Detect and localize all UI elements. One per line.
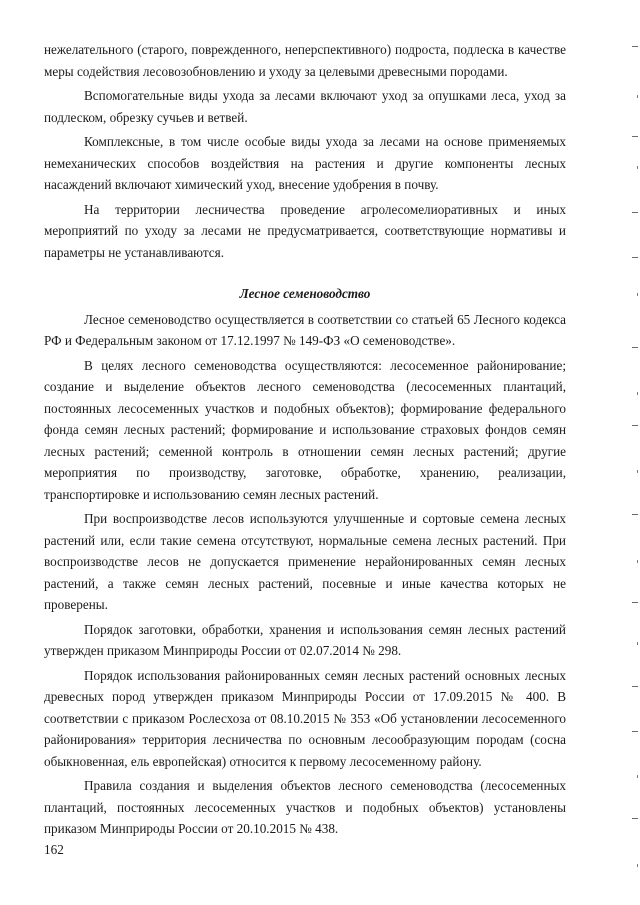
paragraph-continued: нежелательного (старого, поврежденного, неперспективного) подроста, подлеска в качестве меры содействия лесовозобновлению и уходу за целевыми древесными породами. [44,42,566,79]
section-heading: Лесное семеноводство [239,286,371,301]
document-body [44,39,566,840]
paragraph: Комплексные, в том числе особые виды ухода за лесами на основе применяемых немеханических способов воздействия на растения и другие компоненты лесных насаждений включают химический уход, внесение удобрения в почву. [44,134,566,192]
paragraph: На территории лесничества проведение агролесомелиоративных и иных мероприятий по уходу за лесами не предусматривается, соответствующие нормативы и параметры не устанавливаются. [44,201,566,260]
paragraph: Вспомогательные виды ухода за лесами включают уход за опушками леса, уход за подлеском, обрезку сучьев и ветвей. [44,88,566,125]
paragraph: При воспроизводстве лесов используются улучшенные и сортовые семена лесных растений или, если такие семена отсутствуют, нормальные семена лесных растений. При воспроизводстве лесов не допускается применение нерайонированных семян лесных растений, а также семян лесных растений, посевные и иные качества которых не проверены. [44,511,566,612]
scan-edge-marks [622,0,640,905]
paragraph: В целях лесного семеноводства осуществляются: лесосеменное районирование; создание и выделение объектов лесного семеноводства (лесосеменных плантаций, постоянных лесосеменных участков и подобных объектов); формирование федерального фонда семян лесных растений; формирование и использование страховых фондов семян лесных растений; семенной контроль в отношении семян лесных растений; другие мероприятия по производству, заготовке, обработке, хранению, реализации, транспортировке и использованию семян лесных растений. [44,357,566,502]
page-number: 162 [44,842,64,857]
paragraph: Порядок заготовки, обработки, хранения и использования семян лесных растений утвержден приказом Минприроды России от 02.07.2014 № 298. [44,621,566,658]
paragraph: Лесное семеноводство осуществляется в соответствии со статьей 65 Лесного кодекса РФ и Федеральным законом от 17.12.1997 № 149-ФЗ «О семеноводстве». [44,311,566,348]
paragraph: Порядок использования районированных семян лесных растений основных лесных древесных пород утвержден приказом Минприроды России от 17.09.2015 № 400. В соответствии с приказом Рослесхоза от 08.10.2015 № 353 «Об установлении лесосеменного районирования» территория лесничества по основным лесообразующим породам (сосна обыкновенная, ель европейская) относится к первому лесосеменному району. [44,667,566,769]
paragraph: Правила создания и выделения объектов лесного семеноводства (лесосеменных плантаций, постоянных лесосеменных участков и подобных объектов) установлены приказом Минприроды России от 20.10.2015 № 438. [44,778,566,836]
